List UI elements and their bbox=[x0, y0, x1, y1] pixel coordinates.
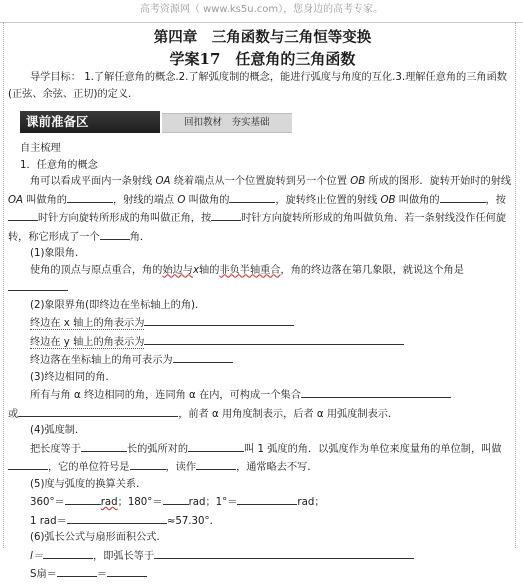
x-axis-symbol: x bbox=[193, 264, 200, 276]
text-run: ，它的单位符号是 bbox=[48, 462, 130, 473]
axis-angle-y bbox=[8, 333, 517, 352]
page-header: 高考资源网（ www.ks5u.com），您身边的高考专家。 bbox=[0, 0, 523, 23]
answer-blank[interactable] bbox=[43, 547, 93, 559]
answer-blank[interactable] bbox=[130, 458, 166, 470]
sector-formula-line bbox=[8, 565, 517, 584]
text-run: 叫做角的 bbox=[26, 194, 67, 206]
unit-rad: rad bbox=[100, 497, 118, 508]
banner-title: 课前准备区 bbox=[20, 111, 160, 133]
text-run: 叫做角的 bbox=[398, 194, 440, 206]
left-margin-rule bbox=[3, 22, 4, 548]
answer-blank[interactable] bbox=[67, 512, 167, 524]
answer-blank[interactable] bbox=[57, 565, 97, 577]
arc-formula-heading: (6)弧长公式与扇形面积公式． bbox=[30, 532, 167, 543]
coterminal-heading: (3)终边相同的角． bbox=[30, 371, 116, 383]
text-run: rad； bbox=[297, 497, 325, 508]
answer-blank[interactable] bbox=[65, 493, 101, 505]
underlined-run: 始边与 bbox=[162, 264, 193, 276]
conversion-line-1 bbox=[8, 493, 517, 512]
answer-blank[interactable] bbox=[188, 440, 244, 452]
text-run: l＝ bbox=[30, 550, 44, 562]
answer-blank[interactable] bbox=[229, 191, 275, 203]
text-run: 终边在 x 轴上的角表示为 bbox=[30, 318, 145, 329]
underlined-run: 非负半轴重合 bbox=[219, 264, 281, 276]
axis-angle-any bbox=[8, 351, 517, 370]
text-run: ≈57.30°． bbox=[166, 515, 220, 527]
text-run: 轴的 bbox=[199, 264, 220, 276]
text-run: 角可以看成平面内一条射线 bbox=[30, 176, 153, 187]
text-run: 时针方向旋转所形成的角叫做正角，按 bbox=[38, 213, 212, 224]
text-run: 时针方向旋转所形成的角叫做负角．若一条射线没作任何旋转，称它形成了一个 bbox=[8, 213, 507, 243]
chapter-title: 第四章 三角函数与三角恒等变换 bbox=[153, 29, 372, 46]
text-run: 把长度等于 bbox=[30, 443, 81, 455]
text-run: 终边落在坐标轴上的角可表示为 bbox=[30, 355, 173, 366]
text-run: 叫 1 弧度的角．以弧度作为单位来度量角的单位制，叫做 bbox=[244, 443, 502, 455]
ray-ob: OB bbox=[380, 194, 396, 206]
quadrant-angle-text bbox=[8, 263, 517, 298]
concept-heading: 1．任意角的概念 bbox=[20, 159, 98, 171]
axis-angle-heading: (2)象限界角(即终边在坐标轴上的角)． bbox=[30, 299, 206, 311]
answer-blank[interactable] bbox=[100, 228, 130, 240]
goal-label: 导学目标： bbox=[30, 72, 81, 83]
text-run: 终边在 y 轴上的角表示为 bbox=[30, 336, 145, 348]
text-run: ＝ bbox=[96, 569, 108, 580]
answer-blank[interactable] bbox=[8, 279, 68, 291]
answer-blank[interactable] bbox=[301, 386, 451, 398]
text-run: ，通常略去不写． bbox=[236, 462, 318, 473]
text-run: ，射线的端点 bbox=[113, 194, 175, 206]
answer-blank[interactable] bbox=[237, 493, 297, 505]
document-body bbox=[8, 26, 517, 584]
answer-blank[interactable] bbox=[154, 547, 414, 559]
conversion-line-2 bbox=[8, 512, 517, 531]
quadrant-angle-heading: (1)象限角． bbox=[30, 248, 86, 259]
answer-blank[interactable] bbox=[67, 191, 113, 203]
answer-blank[interactable] bbox=[107, 565, 147, 577]
text-run: ，按 bbox=[485, 194, 506, 206]
answer-blank[interactable] bbox=[8, 209, 38, 221]
answer-blank[interactable] bbox=[144, 333, 404, 345]
radian-text bbox=[8, 440, 517, 477]
conversion-heading: (5)度与弧度的换算关系． bbox=[30, 478, 147, 490]
answer-blank[interactable] bbox=[144, 314, 294, 326]
text-run: 使角的顶点与原点重合，角的 bbox=[30, 264, 163, 276]
ray-oa: OA bbox=[8, 194, 23, 206]
text-run: 或 bbox=[8, 408, 19, 420]
section-banner bbox=[20, 111, 292, 133]
answer-blank[interactable] bbox=[173, 351, 233, 363]
text-run: ，前者 α 用角度制表示，后者 α 用弧度制表示． bbox=[178, 408, 399, 420]
text-run: ，旋转终止位置的射线 bbox=[275, 194, 378, 206]
text-run: ；180°＝ bbox=[117, 497, 163, 508]
axis-angle-x bbox=[8, 314, 517, 333]
goal-text: 1.了解任意角的概念.2.了解弧度制的概念，能进行弧度与角度的互化.3.理解任意角的三角函数(正弦、余弦、正切)的定义． bbox=[8, 72, 507, 100]
text-run: ，即弧长等于 bbox=[93, 550, 155, 562]
arc-formula-line bbox=[8, 547, 517, 566]
text-run: 绕着端点从一个位置旋转到另一个位置 bbox=[173, 176, 347, 187]
review-heading: 自主梳理 bbox=[20, 143, 61, 154]
text-run: 叫做角的 bbox=[188, 194, 230, 206]
text-run: 长的弧所对的 bbox=[126, 443, 189, 455]
text-run: S扇＝ bbox=[30, 569, 57, 580]
concept-paragraph bbox=[8, 174, 517, 246]
text-run: 所成的图形．旋转开始时的射线 bbox=[368, 176, 512, 187]
text-run: rad；1°＝ bbox=[188, 497, 238, 508]
answer-blank[interactable] bbox=[18, 405, 178, 417]
answer-blank[interactable] bbox=[81, 440, 127, 452]
vertex-o: O bbox=[177, 194, 186, 206]
lesson-title: 学案17 任意角的三角函数 bbox=[169, 50, 356, 68]
text-run: ，读作 bbox=[165, 462, 197, 473]
banner-subtitle: 回扣教材 夯实基础 bbox=[162, 113, 292, 133]
text-run: ，角的终边落在第几象限，就说这个角是 bbox=[280, 264, 464, 276]
text-run: 1 rad＝ bbox=[30, 515, 67, 527]
answer-blank[interactable] bbox=[211, 209, 241, 221]
learning-goals bbox=[8, 70, 517, 103]
answer-blank[interactable] bbox=[163, 493, 189, 505]
text-run: 角． bbox=[129, 231, 151, 243]
answer-blank[interactable] bbox=[196, 458, 236, 470]
text-run: 所有与角 α 终边相同的角，连同角 α 在内，可构成一个集合 bbox=[30, 390, 301, 401]
ray-ob: OB bbox=[350, 176, 366, 187]
radian-heading: (4)弧度制． bbox=[30, 425, 86, 436]
answer-blank[interactable] bbox=[440, 191, 486, 203]
coterminal-text bbox=[8, 386, 517, 423]
text-run: 360°＝ bbox=[30, 497, 65, 508]
ray-oa: OA bbox=[155, 176, 171, 187]
answer-blank[interactable] bbox=[8, 458, 48, 470]
